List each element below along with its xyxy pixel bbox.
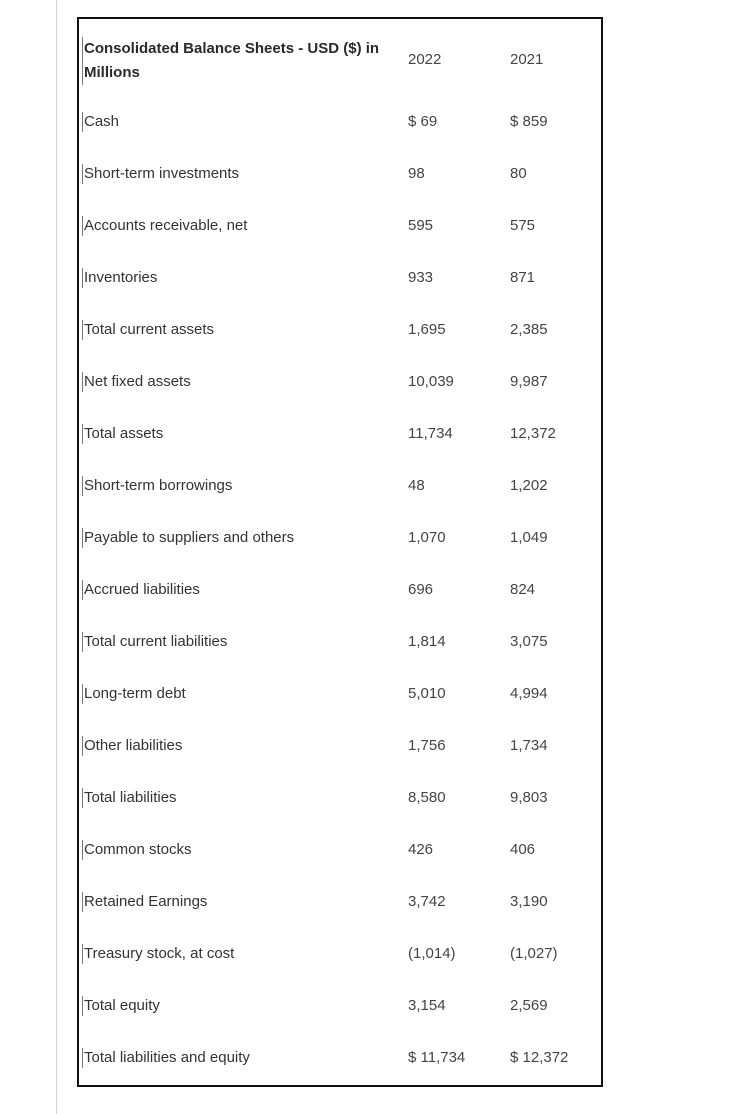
value-2021: 4,994	[510, 685, 548, 702]
value-2022: 1,695	[408, 321, 446, 338]
left-divider	[56, 0, 57, 1114]
table-row	[79, 684, 601, 736]
table-row	[79, 788, 601, 840]
value-2022: $ 69	[408, 113, 438, 130]
value-2021: 9,803	[510, 789, 548, 806]
value-2021: 1,734	[510, 737, 548, 754]
row-label: Accrued liabilities	[84, 581, 200, 598]
row-label: Total liabilities and equity	[84, 1049, 250, 1066]
value-2022: 1,756	[408, 737, 446, 754]
value-2022: 3,154	[408, 997, 446, 1014]
value-2021: 406	[510, 841, 536, 858]
value-2021: $ 859	[510, 113, 548, 130]
value-2021: $ 12,372	[510, 1049, 569, 1066]
table-row	[79, 424, 601, 476]
row-label: Total assets	[84, 425, 164, 442]
row-label: Accounts receivable, net	[84, 217, 248, 234]
value-2021: 2,385	[510, 321, 548, 338]
table-row	[79, 164, 601, 216]
value-2022: 10,039	[408, 373, 454, 390]
row-label: Total current assets	[84, 321, 215, 338]
table-row	[79, 268, 601, 320]
table-row	[79, 1048, 601, 1100]
value-2022: 426	[408, 841, 434, 858]
value-2021: 3,190	[510, 893, 548, 910]
row-label: Net fixed assets	[84, 373, 191, 390]
row-label: Total equity	[84, 997, 160, 1014]
value-2022: 8,580	[408, 789, 446, 806]
balance-sheet-table	[77, 17, 603, 1087]
row-label: Total current liabilities	[84, 633, 228, 650]
row-label: Common stocks	[84, 841, 192, 858]
value-2021: 2,569	[510, 997, 548, 1014]
row-label: Long-term debt	[84, 685, 186, 702]
row-label: Retained Earnings	[84, 893, 208, 910]
table-row	[79, 840, 601, 892]
value-2021: 9,987	[510, 373, 548, 390]
table-row	[79, 944, 601, 996]
value-2021: 1,049	[510, 529, 548, 546]
column-header-2022: 2022	[408, 51, 442, 68]
value-2022: 5,010	[408, 685, 446, 702]
table-title: Consolidated Balance Sheets - USD ($) in Millions	[82, 37, 384, 85]
value-2021: 1,202	[510, 477, 548, 494]
value-2021: (1,027)	[510, 945, 558, 962]
table-row	[79, 736, 601, 788]
value-2021: 824	[510, 581, 536, 598]
row-label: Payable to suppliers and others	[84, 529, 295, 546]
table-row	[79, 112, 601, 164]
table-row	[79, 372, 601, 424]
value-2022: 933	[408, 269, 434, 286]
value-2022: 595	[408, 217, 434, 234]
value-2021: 871	[510, 269, 536, 286]
value-2021: 3,075	[510, 633, 548, 650]
row-label: Treasury stock, at cost	[84, 945, 235, 962]
row-label: Total liabilities	[84, 789, 177, 806]
row-label: Other liabilities	[84, 737, 183, 754]
value-2022: 1,814	[408, 633, 446, 650]
column-header-2021: 2021	[510, 51, 544, 68]
value-2021: 80	[510, 165, 527, 182]
value-2022: 696	[408, 581, 434, 598]
value-2022: (1,014)	[408, 945, 456, 962]
table-row	[79, 892, 601, 944]
value-2022: 98	[408, 165, 425, 182]
value-2022: $ 11,734	[408, 1049, 466, 1066]
value-2022: 11,734	[408, 425, 453, 442]
table-row	[79, 216, 601, 268]
table-row	[79, 476, 601, 528]
row-label: Short-term investments	[84, 165, 240, 182]
value-2021: 575	[510, 217, 536, 234]
table-row	[79, 996, 601, 1048]
row-label: Short-term borrowings	[84, 477, 233, 494]
value-2021: 12,372	[510, 425, 556, 442]
table-row	[79, 528, 601, 580]
table-row	[79, 320, 601, 372]
value-2022: 1,070	[408, 529, 446, 546]
row-label: Inventories	[84, 269, 158, 286]
table-row	[79, 580, 601, 632]
table-row	[79, 632, 601, 684]
value-2022: 3,742	[408, 893, 446, 910]
row-label: Cash	[84, 113, 120, 130]
value-2022: 48	[408, 477, 425, 494]
